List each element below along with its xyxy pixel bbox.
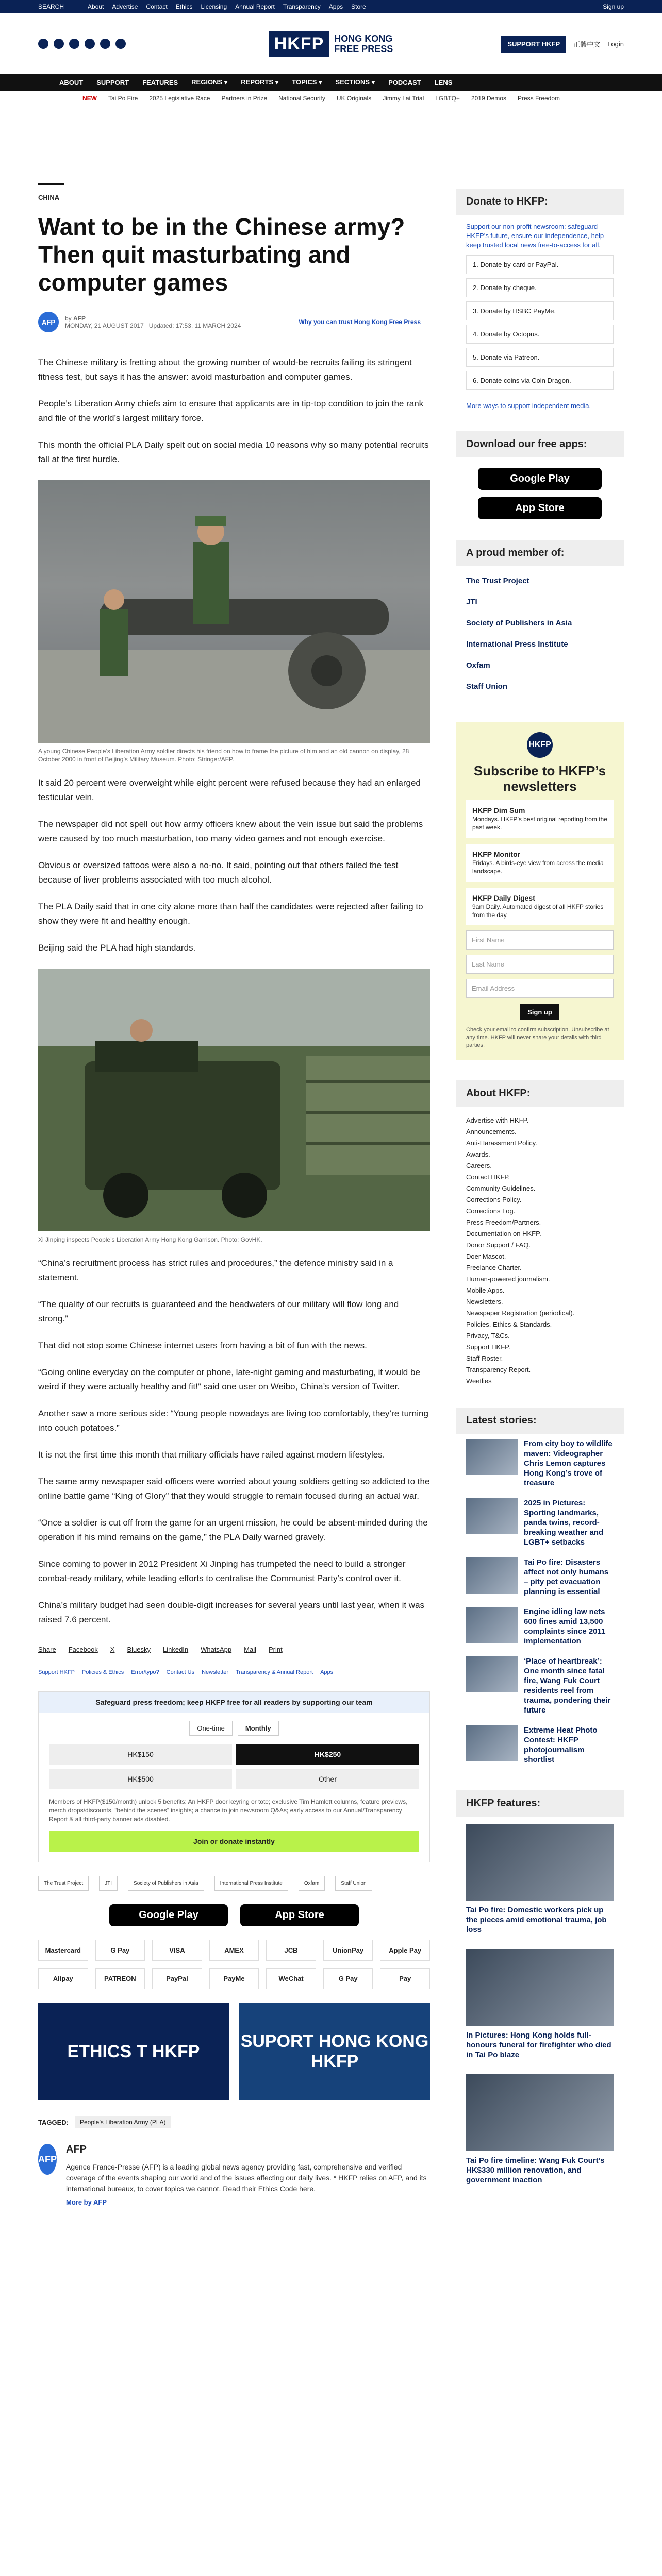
first-name-input[interactable]: First Name	[466, 930, 614, 950]
latest-story[interactable]	[456, 1602, 624, 1651]
nav-regions[interactable]: REGIONS ▾	[191, 78, 228, 86]
payment-methods	[38, 1940, 430, 1989]
top-utility-bar	[0, 0, 662, 13]
latest-story[interactable]	[456, 1651, 624, 1720]
about-link[interactable]: Doer Mascot.	[466, 1252, 506, 1260]
logo-box: HKFP	[269, 31, 329, 57]
paragraph: Another saw a more serious side: “Young people nowadays are living too comfortably, they’re turning into couch potatoes.”	[38, 1409, 428, 1433]
share-facebook[interactable]: Facebook	[68, 1646, 98, 1653]
feature-headline[interactable]: Tai Po fire timeline: Wang Fuk Court’s HK$330 million renovation, and government inaction	[466, 2156, 605, 2184]
member-logo[interactable]: Oxfam	[466, 661, 490, 670]
trending-link[interactable]: Tai Po Fire	[108, 94, 138, 102]
about-link[interactable]: Weetlies	[466, 1377, 492, 1385]
utility-link-contact[interactable]: Contact	[146, 3, 168, 10]
member-logo[interactable]: JTI	[99, 1876, 118, 1891]
more-by-author-link[interactable]: More by AFP	[66, 2198, 107, 2206]
paragraph: The newspaper did not spell out how army officers knew about the vein issue but said the problems were caused by too much masturbation, too many video games and not enough exercise.	[38, 819, 423, 843]
about-link[interactable]: Freelance Charter.	[466, 1264, 522, 1272]
trending-link[interactable]: Press Freedom	[517, 94, 560, 102]
nav-about[interactable]: ABOUT	[59, 78, 84, 87]
proud-member-panel	[456, 540, 624, 701]
member-logo[interactable]: Staff Union	[335, 1876, 372, 1891]
payment-amex-icon: AMEX	[209, 1940, 259, 1961]
more-ways-link[interactable]: More ways to support independent media.	[466, 402, 591, 410]
payment-visa-icon: VISA	[152, 1940, 202, 1961]
nav-features[interactable]: FEATURES	[142, 78, 178, 87]
member-logo[interactable]: The Trust Project	[466, 577, 529, 585]
donate-option[interactable]: 1. Donate by card or PayPal.	[466, 255, 614, 274]
about-link[interactable]: Documentation on HKFP.	[466, 1230, 541, 1238]
utility-link-advertise[interactable]: Advertise	[112, 3, 138, 10]
app-store-badge[interactable]: App Store	[478, 497, 602, 519]
nav-topics[interactable]: TOPICS ▾	[292, 78, 322, 86]
google-play-badge[interactable]: Google Play	[478, 468, 602, 490]
trending-link[interactable]: LGBTQ+	[435, 94, 460, 102]
x-icon[interactable]	[54, 39, 64, 49]
author-box-bio: Agence France-Presse (AFP) is a leading global news agency providing fast, comprehensive and verified coverage of the events shaping our world and of the issues affecting our daily lives. * HKFP relies on AFP, and its international bureaux, to cover topics we cannot. Read their Ethics Code here.	[66, 2163, 427, 2193]
paragraph: Since coming to power in 2012 President Xi Jinping has trumpeted the need to build a stronger combat-ready military, while leading efforts to centralise the Communist Party’s control over it.	[38, 1559, 406, 1583]
about-link[interactable]: Corrections Log.	[466, 1207, 516, 1215]
share-bluesky[interactable]: Bluesky	[127, 1646, 151, 1653]
linkedin-icon[interactable]	[100, 39, 110, 49]
utility-link-transparency[interactable]: Transparency	[283, 3, 321, 10]
one-time-tab[interactable]: One-time	[189, 1721, 232, 1736]
about-panel	[456, 1080, 624, 1387]
article-category[interactable]: CHINA	[38, 194, 60, 201]
photo-caption: Xi Jinping inspects People’s Liberation Army Hong Kong Garrison. Photo: GovHK.	[38, 1236, 262, 1243]
donate-option[interactable]: 2. Donate by cheque.	[466, 278, 614, 297]
amount-option-other[interactable]: Other	[236, 1769, 419, 1789]
feature-story[interactable]	[456, 1942, 624, 2067]
story-headline[interactable]: ‘Place of heartbreak’: One month since fatal fire, Wang Fuk Court residents reel from trauma, pondering their future	[524, 1657, 611, 1715]
youtube-icon[interactable]	[85, 39, 95, 49]
feature-headline[interactable]: In Pictures: Hong Kong holds full-honours funeral for firefighter who died in Tai Po blaze	[466, 2031, 611, 2059]
payment-mastercard-icon: Mastercard	[38, 1940, 88, 1961]
newsletter-option-desc: Mondays. HKFP’s best original reporting from the past week.	[472, 816, 607, 831]
footer-link[interactable]: Support HKFP	[38, 1669, 75, 1675]
header-actions	[501, 36, 624, 53]
footer-link[interactable]: Transparency & Annual Report	[236, 1669, 313, 1675]
newsletter-panel	[456, 722, 624, 1060]
donate-panel-title: Donate to HKFP:	[456, 189, 624, 215]
paragraph: The same army newspaper said officers were worried about young soldiers getting so addicted to the online battle game “King of Glory” that they would struggle to remain focused during an actual war.	[38, 1477, 430, 1501]
story-headline[interactable]: Tai Po fire: Disasters affect not only humans – pity pet evacuation planning is essential	[524, 1558, 609, 1596]
last-name-input[interactable]: Last Name	[466, 955, 614, 974]
support-promo[interactable]: SUPORT HONG KONG HKFP	[239, 2003, 430, 2100]
facebook-icon[interactable]	[38, 39, 48, 49]
payment-patreon-icon: PATREON	[95, 1968, 145, 1989]
about-link[interactable]: Awards.	[466, 1150, 490, 1158]
app-badges	[38, 1904, 430, 1926]
amount-options	[49, 1744, 419, 1789]
article-photo-xi-inspection	[38, 969, 430, 1231]
newsletter-option[interactable]	[466, 800, 614, 838]
share-mail[interactable]: Mail	[244, 1646, 256, 1653]
share-link[interactable]: Share	[38, 1646, 56, 1653]
nav-reports[interactable]: REPORTS ▾	[241, 78, 279, 86]
paragraph: “China’s recruitment process has strict rules and procedures,” the defence ministry said in a statement.	[38, 1258, 393, 1282]
utility-links	[88, 3, 366, 10]
paragraph: This month the official PLA Daily spelt out on social media 10 reasons why so many potential recruits fall at the first hurdle.	[38, 440, 429, 464]
member-logo[interactable]: The Trust Project	[38, 1876, 89, 1891]
story-thumbnail	[466, 1607, 518, 1643]
story-thumbnail	[466, 1725, 518, 1761]
story-headline[interactable]: Engine idling law nets 600 fines amid 13,500 complaints since 2011 implementation	[524, 1607, 606, 1646]
logo-line2: FREE PRESS	[334, 44, 393, 54]
google-play-badge[interactable]: Google Play	[109, 1904, 228, 1926]
promo-banners	[38, 2003, 430, 2100]
member-logo[interactable]: Society of Publishers in Asia	[128, 1876, 204, 1891]
apps-panel-title: Download our free apps:	[456, 431, 624, 457]
proud-member-title: A proud member of:	[456, 540, 624, 566]
about-link[interactable]: Donor Support / FAQ.	[466, 1241, 531, 1249]
about-link[interactable]: Human-powered journalism.	[466, 1275, 550, 1283]
sidebar	[456, 106, 624, 2213]
title-rule	[38, 183, 64, 185]
about-link[interactable]: Advertise with HKFP.	[466, 1116, 529, 1124]
latest-story[interactable]	[456, 1552, 624, 1602]
feature-story[interactable]	[456, 1817, 624, 1942]
nav-sections[interactable]: SECTIONS ▾	[335, 78, 375, 86]
about-list	[456, 1107, 624, 1387]
nav-support[interactable]: SUPPORT	[96, 78, 129, 87]
photo-caption: A young Chinese People’s Liberation Army soldier directs his friend on how to frame the picture of him and an old cannon on display, 28 October 2000 in front of Beijing’s Military Museum. Photo: Stringer/AFP.	[38, 748, 409, 763]
amount-option-selected[interactable]: HK$250	[236, 1744, 419, 1765]
social-icons	[38, 39, 126, 49]
donate-panel	[456, 189, 624, 411]
paragraph: Obvious or oversized tattoos were also a no-no. It said, pointing out that others failed the test because of liver problems associated with too much alcohol.	[38, 860, 399, 885]
footer-link[interactable]: Newsletter	[202, 1669, 229, 1675]
frequency-toggle	[39, 1721, 429, 1736]
logo-text	[334, 33, 393, 54]
payment-pay-icon: Pay	[380, 1968, 430, 1989]
paragraph: People’s Liberation Army chiefs aim to ensure that applicants are in tip-top condition to join the rank and file of the world’s largest military force.	[38, 399, 424, 423]
author-avatar[interactable]: AFP	[38, 312, 59, 332]
signup-link[interactable]: Sign up	[603, 3, 624, 10]
site-header	[0, 13, 662, 74]
updated-date: Updated: 17:53, 11 MARCH 2024	[148, 322, 241, 329]
about-link[interactable]: Newspaper Registration (periodical).	[466, 1309, 575, 1317]
telegram-icon[interactable]	[115, 39, 126, 49]
paragraph: It said 20 percent were overweight while eight percent were refused because they had an enlarged testicular vein.	[38, 778, 421, 802]
site-logo[interactable]	[269, 31, 393, 57]
story-headline[interactable]: From city boy to wildlife maven: Videographer Chris Lemon captures Hong Kong’s trove of treasure	[524, 1439, 613, 1487]
share-print[interactable]: Print	[268, 1646, 283, 1653]
apps-panel	[456, 431, 624, 519]
paragraph: That did not stop some Chinese internet users from having a bit of fun with the news.	[38, 1341, 367, 1350]
utility-link-annual-report[interactable]: Annual Report	[235, 3, 275, 10]
about-link[interactable]: Transparency Report.	[466, 1366, 531, 1374]
share-bar	[38, 1646, 430, 1653]
feature-image	[466, 2074, 614, 2151]
about-link[interactable]: Announcements.	[466, 1128, 517, 1136]
newsletter-fineprint: Check your email to confirm subscription. Unsubscribe at any time. HKFP will never share your details with third parties.	[466, 1027, 609, 1048]
about-link[interactable]: Careers.	[466, 1162, 492, 1170]
support-hkfp-button[interactable]: SUPPORT HKFP	[501, 36, 566, 53]
story-thumbnail	[466, 1656, 518, 1692]
member-logo[interactable]: Staff Union	[466, 682, 507, 691]
member-logo[interactable]: Society of Publishers in Asia	[466, 619, 572, 628]
newsletter-option[interactable]	[466, 844, 614, 882]
paragraph: “Once a soldier is cut off from the game for an urgent mission, he could be absent-minded during the operation if his mind remains on the game,” the PLA Daily warned gravely.	[38, 1518, 428, 1542]
latest-panel	[456, 1408, 624, 1770]
join-donate-button[interactable]: Join or donate instantly	[49, 1831, 419, 1852]
payment-payme-icon: PayMe	[209, 1968, 259, 1989]
amount-option[interactable]: HK$150	[49, 1744, 232, 1765]
trending-link[interactable]: UK Originals	[336, 94, 372, 102]
member-logos	[38, 1876, 430, 1891]
about-link[interactable]: Staff Roster.	[466, 1354, 503, 1362]
feature-image	[466, 1824, 614, 1901]
paragraph: The Chinese military is fretting about the growing number of would-be recruits failing its stringent fitness test, but says it has the answer: avoid masturbation and computer games.	[38, 358, 412, 382]
footer-link[interactable]: Apps	[320, 1669, 334, 1675]
donate-panel-link[interactable]: Support our non-profit newsroom: safeguard HKFP’s future, ensure our independence, help keep trusted local news free-to-access for all.	[466, 223, 604, 249]
feature-image	[466, 1949, 614, 2026]
donate-option[interactable]: 3. Donate by HSBC PayMe.	[466, 301, 614, 320]
utility-link-licensing[interactable]: Licensing	[201, 3, 227, 10]
payment-gpay-icon: G Pay	[95, 1940, 145, 1961]
trending-link[interactable]: National Security	[278, 94, 325, 102]
about-link[interactable]: Privacy, T&Cs.	[466, 1332, 510, 1340]
about-link[interactable]: Contact HKFP.	[466, 1173, 510, 1181]
paragraph: “The quality of our recruits is guaranteed and the headwaters of our military will flow long and strong.”	[38, 1299, 399, 1324]
payment-gpay-icon: G Pay	[323, 1968, 373, 1989]
payment-paypal-icon: PayPal	[152, 1968, 202, 1989]
byline	[38, 312, 430, 332]
paragraph: Beijing said the PLA had high standards.	[38, 943, 196, 953]
utility-link-apps[interactable]: Apps	[328, 3, 343, 10]
newsletter-option[interactable]	[466, 888, 614, 925]
payment-jcb-icon: JCB	[266, 1940, 316, 1961]
tag-link[interactable]: People’s Liberation Army (PLA)	[75, 2116, 171, 2128]
member-logo[interactable]: International Press Institute	[214, 1876, 288, 1891]
language-link[interactable]: 正體中文	[573, 40, 601, 48]
newsletter-option-title: HKFP Daily Digest	[472, 894, 535, 902]
app-store-badge[interactable]: App Store	[240, 1904, 359, 1926]
newsletter-option-title: HKFP Monitor	[472, 850, 521, 858]
share-x[interactable]: X	[110, 1646, 115, 1653]
paragraph: The PLA Daily said that in one city alone more than half the candidates were rejected after failing to show they were fit and healthy enough.	[38, 902, 423, 926]
trending-link[interactable]: 2019 Demos	[471, 94, 506, 102]
paragraph: It is not the first time this month that military officials have railed against modern lifestyles.	[38, 1450, 385, 1460]
author-box-avatar[interactable]: AFP	[38, 2144, 57, 2175]
payment-applepay-icon: Apple Pay	[380, 1940, 430, 1961]
tags	[38, 2116, 430, 2128]
photo-illustration	[38, 969, 430, 1231]
article-photo-soldier-cannon	[38, 480, 430, 743]
donate-note: Members of HKFP($150/month) unlock 5 benefits: An HKFP door keyring or tote; exclusive Tim Hamlett columns, feature previews, merch drops/discounts, “behind the scenes” insights; a chance to join newsroom Q&As; early access to our Annual/Transparency Report & all third-party banner ads disabled.	[49, 1798, 408, 1823]
trending-link[interactable]: Partners in Prize	[221, 94, 268, 102]
donate-option[interactable]: 6. Donate coins via Coin Dragon.	[466, 371, 614, 390]
nav-podcast[interactable]: PODCAST	[388, 78, 421, 87]
newsletter-badge: HKFP	[527, 732, 553, 758]
author-name[interactable]: by AFP	[65, 315, 86, 322]
paragraph: “Going online everyday on the computer or phone, late-night gaming and masturbating, it would be weird if they were actually healthy and fit!” said one user on Weibo, China’s version of Twitter.	[38, 1367, 420, 1392]
nav-lens[interactable]: LENS	[434, 78, 453, 87]
member-logo[interactable]: JTI	[466, 598, 477, 606]
tagged-label: TAGGED:	[38, 2118, 69, 2126]
article-footer-links	[38, 1664, 430, 1681]
features-panel-title: HKFP features:	[456, 1790, 624, 1817]
member-logo[interactable]: Oxfam	[299, 1876, 325, 1891]
search-link[interactable]: SEARCH	[38, 3, 64, 10]
payment-alipay-icon: Alipay	[38, 1968, 88, 1989]
amount-option[interactable]: HK$500	[49, 1769, 232, 1789]
author-box-name[interactable]: AFP	[66, 2144, 87, 2155]
author-box	[38, 2144, 430, 2206]
feature-story[interactable]	[456, 2067, 624, 2192]
latest-story[interactable]	[456, 1493, 624, 1552]
donate-widget	[38, 1691, 430, 1862]
signup-button[interactable]: Sign up	[520, 1004, 559, 1020]
instagram-icon[interactable]	[69, 39, 79, 49]
about-link[interactable]: Mobile Apps.	[466, 1286, 505, 1294]
about-link[interactable]: Policies, Ethics & Standards.	[466, 1320, 552, 1328]
story-headline[interactable]: 2025 in Pictures: Sporting landmarks, panda twins, record-breaking weather and LGBT+ setbacks	[524, 1499, 604, 1547]
about-link[interactable]: Newsletters.	[466, 1298, 503, 1306]
donate-options	[456, 250, 624, 390]
share-linkedin[interactable]: LinkedIn	[163, 1646, 189, 1653]
latest-panel-title: Latest stories:	[456, 1408, 624, 1434]
main-nav	[0, 74, 662, 91]
about-link[interactable]: Corrections Policy.	[466, 1196, 522, 1204]
features-panel	[456, 1790, 624, 2192]
byline-meta	[65, 315, 241, 329]
newsletter-title: Subscribe to HKFP’s newsletters	[473, 763, 606, 794]
utility-link-store[interactable]: Store	[351, 3, 366, 10]
payment-wechat-icon: WeChat	[266, 1968, 316, 1989]
about-panel-title: About HKFP:	[456, 1080, 624, 1107]
donate-option[interactable]: 5. Donate via Patreon.	[466, 348, 614, 367]
trust-link[interactable]: Why you can trust Hong Kong Free Press	[299, 318, 421, 326]
story-thumbnail	[466, 1439, 518, 1475]
share-whatsapp[interactable]: WhatsApp	[201, 1646, 232, 1653]
login-link[interactable]: Login	[607, 40, 624, 48]
monthly-tab[interactable]: Monthly	[238, 1721, 279, 1736]
article-title: Want to be in the Chinese army? Then quit masturbating and computer games	[38, 213, 405, 296]
trending-link[interactable]: 2025 Legislative Race	[149, 94, 210, 102]
newsletter-option-desc: 9am Daily. Automated digest of all HKFP stories from the day.	[472, 903, 604, 919]
story-thumbnail	[466, 1557, 518, 1594]
footer-link[interactable]: Policies & Ethics	[81, 1669, 124, 1675]
utility-link-about[interactable]: About	[88, 3, 104, 10]
donate-option[interactable]: 4. Donate by Octopus.	[466, 325, 614, 344]
latest-story[interactable]	[456, 1720, 624, 1770]
logo-line1: HONG KONG	[334, 33, 393, 44]
payment-unionpay-icon: UnionPay	[323, 1940, 373, 1961]
about-link[interactable]: Press Freedom/Partners.	[466, 1218, 541, 1226]
donate-headline: Safeguard press freedom; keep HKFP free for all readers by supporting our team	[39, 1692, 429, 1713]
trending-link[interactable]: Jimmy Lai Trial	[383, 94, 424, 102]
about-link[interactable]: Community Guidelines.	[466, 1184, 536, 1192]
latest-story[interactable]	[456, 1434, 624, 1493]
publish-date: MONDAY, 21 AUGUST 2017	[65, 322, 144, 329]
photo-illustration	[38, 480, 430, 743]
newsletter-option-title: HKFP Dim Sum	[472, 806, 525, 815]
story-thumbnail	[466, 1498, 518, 1534]
article-column	[38, 106, 430, 2213]
about-link[interactable]: Support HKFP.	[466, 1343, 510, 1351]
feature-headline[interactable]: Tai Po fire: Domestic workers pick up the pieces amid emotional trauma, job loss	[466, 1906, 607, 1934]
footer-link[interactable]: Contact Us	[166, 1669, 195, 1675]
newsletter-option-desc: Fridays. A birds-eye view from across the media landscape.	[472, 859, 604, 875]
story-headline[interactable]: Extreme Heat Photo Contest: HKFP photojournalism shortlist	[524, 1726, 598, 1764]
utility-link-ethics[interactable]: Ethics	[175, 3, 193, 10]
new-label: NEW	[82, 94, 97, 102]
member-logo[interactable]: International Press Institute	[466, 640, 568, 649]
email-input[interactable]: Email Address	[466, 979, 614, 998]
footer-link[interactable]: Error/typo?	[131, 1669, 159, 1675]
about-link[interactable]: Anti-Harassment Policy.	[466, 1139, 537, 1147]
trending-nav	[0, 91, 662, 106]
paragraph: China’s military budget had seen double-digit increases for several years until last year, when it was raised 7.6 percent.	[38, 1600, 425, 1624]
ethics-promo[interactable]: ETHICS T HKFP	[38, 2003, 229, 2100]
